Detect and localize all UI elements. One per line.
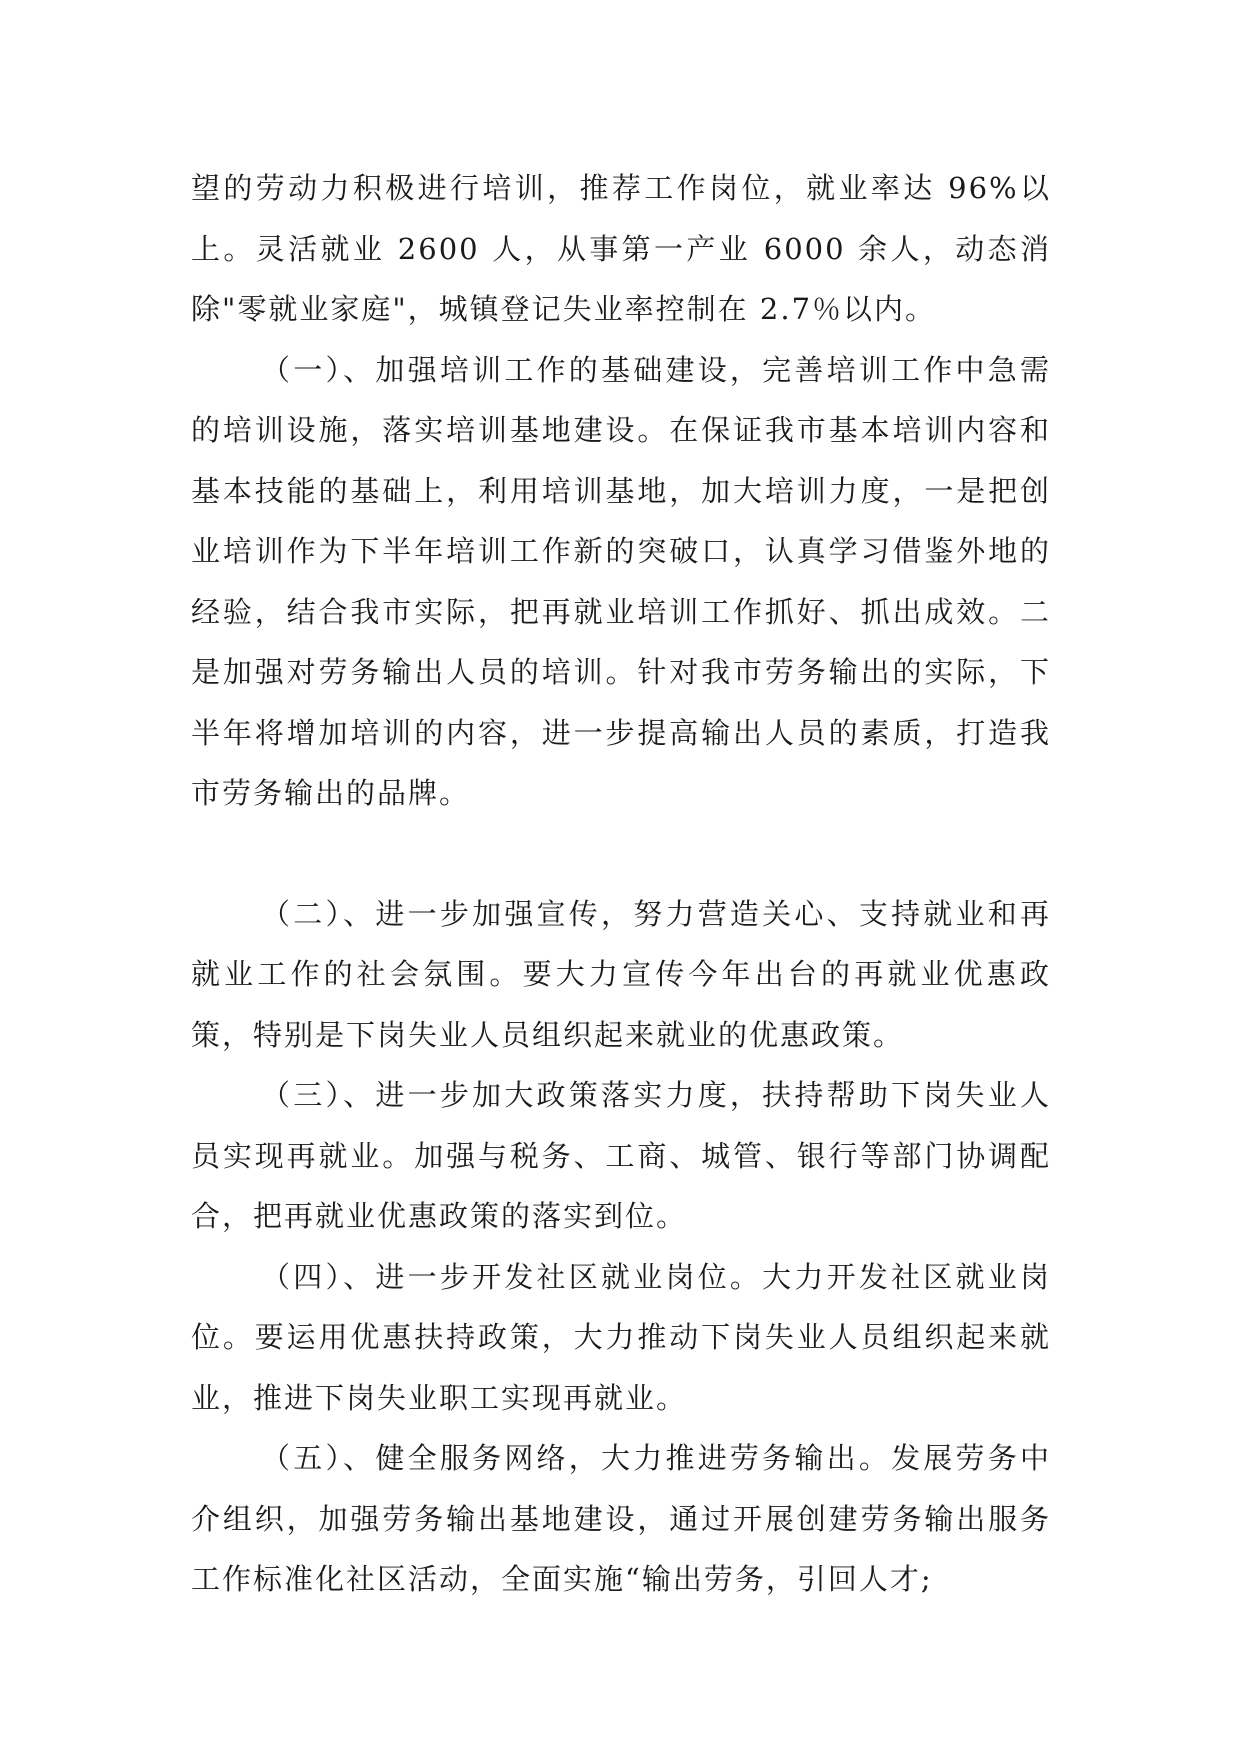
document-body bbox=[191, 158, 1051, 1610]
paragraph-gap bbox=[191, 824, 1051, 884]
paragraph-employment-summary: 望的劳动力积极进行培训，推荐工作岗位，就业率达 96%以上。灵活就业 2600 人，从事第一产业 6000 余人，动态消除"零就业家庭"，城镇登记失业率控制在 2.7％以内。 bbox=[191, 171, 1051, 326]
paragraph-item-4-community-jobs: （四）、进一步开发社区就业岗位。大力开发社区就业岗位。要运用优惠扶持政策，大力推动下岗失业人员组织起来就业，推进下岗失业职工实现再就业。 bbox=[191, 1259, 1051, 1415]
paragraph-item-1-training: （一）、加强培训工作的基础建设，完善培训工作中急需的培训设施，落实培训基地建设。在保证我市基本培训内容和基本技能的基础上，利用培训基地，加大培训力度，一是把创业培训作为下半年培训工作新的突破口，认真学习借鉴外地的经验，结合我市实际，把再就业培训工作抓好、抓出成效。二是加强对劳务输出人员的培训。针对我市劳务输出的实际，下半年将增加培训的内容，进一步提高输出人员的素质，打造我市劳务输出的品牌。 bbox=[191, 352, 1051, 810]
paragraph-item-2-publicity: （二）、进一步加强宣传，努力营造关心、支持就业和再就业工作的社会氛围。要大力宣传今年出台的再就业优惠政策，特别是下岗失业人员组织起来就业的优惠政策。 bbox=[191, 896, 1051, 1052]
paragraph-item-3-policy: （三）、进一步加大政策落实力度，扶持帮助下岗失业人员实现再就业。加强与税务、工商、城管、银行等部门协调配合，把再就业优惠政策的落实到位。 bbox=[191, 1078, 1051, 1233]
paragraph-item-5-service-network: （五）、健全服务网络，大力推进劳务输出。发展劳务中介组织，加强劳务输出基地建设，通过开展创建劳务输出服务工作标准化社区活动，全面实施“输出劳务，引回人才; bbox=[191, 1441, 1051, 1596]
